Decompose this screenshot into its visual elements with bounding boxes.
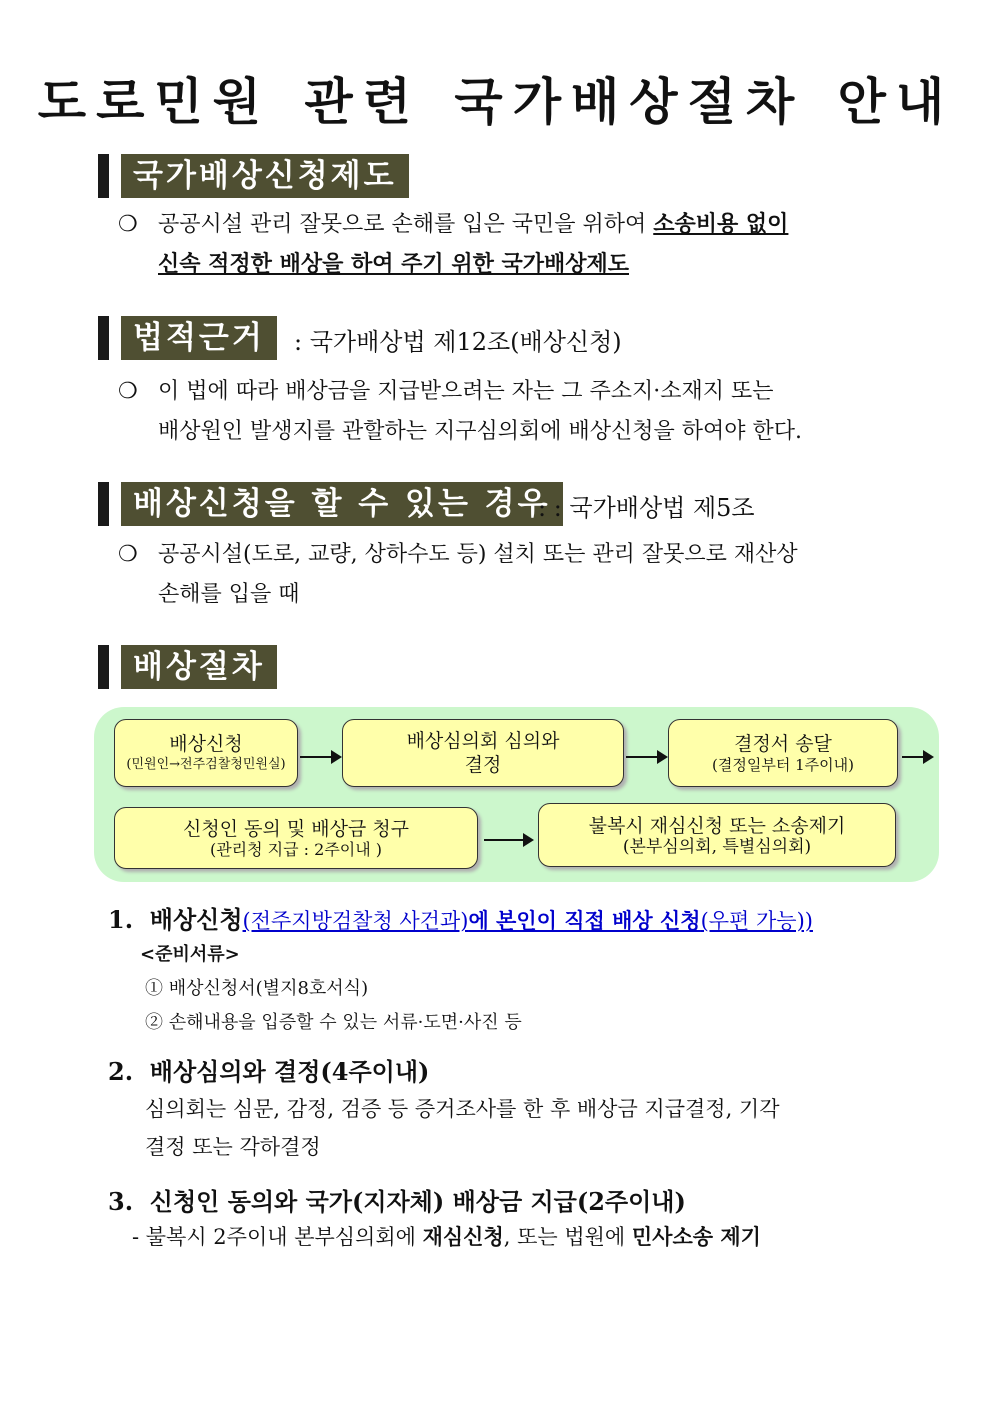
step-3-note: - 불복시 2주이내 본부심의회에 재심신청, 또는 법원에 민사소송 제기 bbox=[132, 1225, 761, 1249]
doc-item: ② 손해내용을 입증할 수 있는 서류·도면·사진 등 bbox=[145, 1012, 522, 1033]
arrow-right-icon bbox=[626, 756, 666, 758]
flow-box-title: 불복시 재심신청 또는 소송제기 bbox=[588, 815, 846, 837]
desc-text: 공공시설 관리 잘못으로 손해를 입은 국민을 위하여 bbox=[158, 212, 654, 237]
procedure-flowchart bbox=[94, 707, 939, 882]
step-number: 3. bbox=[108, 1187, 134, 1216]
legal-description bbox=[118, 372, 802, 452]
section-title: 법적근거 bbox=[121, 316, 277, 360]
heading-bar bbox=[98, 154, 109, 198]
step-number: 1. bbox=[108, 905, 134, 934]
heading-bar bbox=[98, 645, 109, 689]
step-3-heading bbox=[108, 1182, 686, 1217]
doc-item: ① 배상신청서(별지8호서식) bbox=[145, 978, 369, 999]
step-1-heading bbox=[108, 900, 813, 935]
flow-box-sub: (결정일부터 1주이내) bbox=[712, 756, 854, 774]
flow-box-deliberation bbox=[342, 719, 624, 787]
desc-text: 공공시설(도로, 교량, 상하수도 등) 설치 또는 관리 잘못으로 재산상 bbox=[158, 542, 798, 567]
step-title: 배상신청 bbox=[149, 905, 243, 934]
step-title: 배상심의와 결정(4주이내) bbox=[149, 1057, 430, 1086]
step-2-heading bbox=[108, 1052, 429, 1087]
bullet-icon: ❍ bbox=[118, 379, 138, 404]
desc-emphasis: 소송비용 없이 bbox=[653, 212, 789, 237]
flow-box-title: 신청인 동의 및 배상금 청구 bbox=[182, 818, 410, 840]
flow-box-sub: (관리청 지급 : 2주이내 ) bbox=[209, 840, 383, 859]
step-detail: (전주지방검찰청 사건과)에 본인이 직접 배상 신청(우편 가능)) bbox=[242, 909, 813, 933]
page-title: 도로민원 관련 국가배상절차 안내 bbox=[37, 73, 955, 131]
flow-box-title: 결정서 송달 bbox=[734, 733, 832, 755]
desc-text: 이 법에 따라 배상금을 지급받으려는 자는 그 주소지·소재지 또는 bbox=[158, 379, 774, 404]
desc-text-2: 배상원인 발생지를 관할하는 지구심의회에 배상신청을 하여야 한다. bbox=[158, 419, 803, 444]
heading-bar bbox=[98, 482, 109, 526]
arrow-right-icon bbox=[300, 756, 340, 758]
flow-box-sub: (본부심의회, 특별심의회) bbox=[622, 837, 812, 857]
step-number: 2. bbox=[108, 1057, 134, 1086]
section-title: 국가배상신청제도 bbox=[121, 154, 409, 198]
legal-reference: : 국가배상법 제12조(배상신청) bbox=[294, 328, 622, 356]
eligible-description bbox=[118, 535, 798, 615]
bullet-icon: ❍ bbox=[118, 542, 138, 567]
arrow-right-icon bbox=[902, 756, 932, 758]
desc-emphasis-2: 신속 적정한 배상을 하여 주기 위한 국가배상제도 bbox=[158, 252, 629, 277]
legal-reference: : : 국가배상법 제5조 bbox=[538, 494, 755, 522]
section-title: 배상신청을 할 수 있는 경우 bbox=[121, 482, 563, 526]
flow-box-application bbox=[114, 719, 298, 787]
section-title: 배상절차 bbox=[121, 645, 277, 689]
flow-box-title: 배상신청 bbox=[169, 733, 243, 755]
body-line: 심의회는 심문, 감정, 검증 등 증거조사를 한 후 배상금 지급결정, 기각 bbox=[145, 1097, 780, 1121]
flow-box-consent bbox=[114, 807, 478, 869]
heading-bar bbox=[98, 316, 109, 360]
arrow-right-icon bbox=[484, 839, 532, 841]
step-title: 신청인 동의와 국가(지자체) 배상금 지급(2주이내) bbox=[149, 1187, 686, 1216]
flow-box-title: 배상심의회 심의와 bbox=[406, 730, 560, 752]
flow-box-title-2: 결정 bbox=[464, 754, 502, 776]
body-line: 결정 또는 각하결정 bbox=[145, 1135, 321, 1159]
docs-label: <준비서류> bbox=[140, 944, 240, 965]
flow-box-sub: (민원인→전주검찰청민원실) bbox=[126, 757, 286, 772]
flow-box-delivery bbox=[668, 719, 898, 787]
step-2-body bbox=[145, 1090, 780, 1166]
flow-box-appeal bbox=[538, 803, 896, 867]
desc-text-2: 손해를 입을 때 bbox=[158, 582, 300, 607]
system-description bbox=[118, 205, 788, 285]
bullet-icon: ❍ bbox=[118, 212, 138, 237]
